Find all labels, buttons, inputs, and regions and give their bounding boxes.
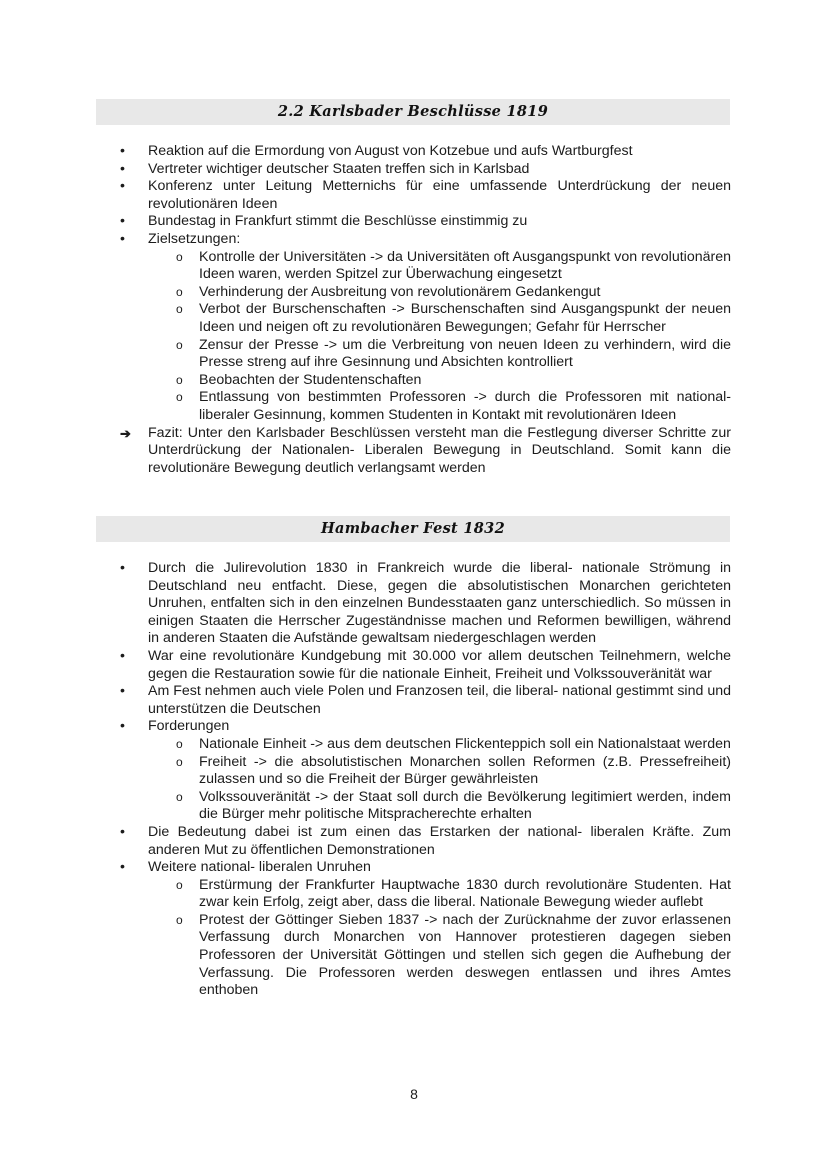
bullet-icon: • [120,683,125,700]
sub-list-item: o Protest der Göttinger Sieben 1837 -> nach der Zurücknahme der zuvor erlassenen Verfassung durch Monarchen von Hannover protestieren dagegen sieben Professoren der Universität Göttingen und stellen sich gegen die Aufhebung der Verfassung. Die Professoren werden deswegen entlassen und ihres Amtes enthoben [176,911,731,999]
list-item: • Zielsetzungen: [120,230,241,247]
list-item: • Durch die Julirevolution 1830 in Frankreich wurde die liberal- nationale Strömung in Deutschland neu entfacht. Diese, gegen die absolutistischen Monarchen gerichteten Unruhen, entfalten sich in den einzelnen Bundesstaaten ganz unterschiedlich. So müssen in einigen Staaten die Herrscher Zugeständnisse machen und Reformen bewilligen, während in anderen Staaten die Aufstände gewaltsam niedergeschlagen werden [120,560,731,647]
list-item: • Am Fest nehmen auch viele Polen und Franzosen teil, die liberal- national gestimmt sind und unterstützen die Deutschen [120,683,731,717]
sub-list-goals [118,249,731,425]
circle-bullet-icon: o [176,754,183,769]
section-body-karlsbad [118,143,731,477]
section-body-hambach [118,560,731,1000]
bullet-icon: • [120,560,125,576]
bullet-icon: • [120,823,125,840]
bullet-icon: • [120,230,125,247]
circle-bullet-icon: o [176,789,183,804]
circle-bullet-icon: o [176,302,183,317]
bullet-icon: • [120,160,125,177]
list-item: • Vertreter wichtiger deutscher Staaten treffen sich in Karlsbad [120,160,530,177]
arrow-right-icon: ➔ [120,425,131,441]
list-item: • Weitere national- liberalen Unruhen [120,859,371,876]
bullet-list [118,560,731,736]
circle-bullet-icon: o [176,284,183,299]
list-item: • Die Bedeutung dabei ist zum einen das Erstarken der national- liberalen Kräfte. Zum anderen Mut zu öffentlichen Demonstrationen [120,823,731,858]
list-item: • Reaktion auf die Ermordung von August von Kotzebue und aufs Wartburgfest [120,143,633,159]
sub-list-item: o Kontrolle der Universitäten -> da Universitäten oft Ausgangspunkt von revolutionären Ideen waren, werden Spitzel zur Überwachung eingesetzt [176,248,731,283]
circle-bullet-icon: o [176,390,183,405]
sub-list-item: o Erstürmung der Frankfurter Hauptwache 1830 durch revolutionäre Studenten. Hat zwar kein Erfolg, zeigt aber, dass die liberal. Nationale Bewegung wieder auflebt [176,876,731,911]
bullet-icon: • [120,143,125,159]
conclusion: ➔ Fazit: Unter den Karlsbader Beschlüssen versteht man die Festlegung diverser Schritte zur Unterdrückung der Nationalen- Liberalen Bewegung in Deutschland. Somit kann die revolutionäre Bewegung deutlich verlangsamt werden [120,424,731,476]
list-item: • Bundestag in Frankfurt stimmt die Beschlüsse einstimmig zu [120,213,528,230]
bullet-icon: • [120,859,125,876]
list-item: • Konferenz unter Leitung Metternichs für eine umfassende Unterdrückung der neuen revolutionären Ideen [120,178,731,212]
bullet-list [118,824,731,877]
bullet-icon: • [120,178,125,195]
sub-list-item: o Verhinderung der Ausbreitung von revolutionärem Gedankengut [176,283,601,300]
sub-list-unrest [118,877,731,1000]
circle-bullet-icon: o [176,877,183,892]
circle-bullet-icon: o [176,736,183,751]
page-number: 8 [410,1086,418,1102]
conclusion-list [118,425,731,478]
list-item: • Forderungen [120,718,230,735]
bullet-icon: • [120,647,125,664]
bullet-icon: • [120,213,125,230]
sub-list-item: o Beobachten der Studentenschaften [176,371,422,388]
sub-list-item: o Freiheit -> die absolutistischen Monarchen sollen Reformen (z.B. Pressefreiheit) zulassen und so die Freiheit der Bürger gewährleisten [176,753,731,788]
section-heading-karlsbad: 2.2 Karlsbader Beschlüsse 1819 [96,99,730,125]
circle-bullet-icon: o [176,249,183,264]
sub-list-item: o Verbot der Burschenschaften -> Burschenschaften sind Ausgangspunkt der neuen Ideen und neigen oft zu revolutionären Bewegungen; Gefahr für Herrscher [176,301,731,335]
sub-list-item: o Zensur der Presse -> um die Verbreitung von neuen Ideen zu verhindern, wird die Presse streng auf ihre Gesinnung und Absichten kontrolliert [176,336,731,371]
circle-bullet-icon: o [176,912,183,927]
sub-list-item: o Nationale Einheit -> aus dem deutschen Flickenteppich soll ein Nationalstaat werden [176,735,731,752]
circle-bullet-icon: o [176,337,183,352]
section-heading-hambach: Hambacher Fest 1832 [96,516,730,542]
sub-list-item: o Volkssouveränität -> der Staat soll durch die Bevölkerung legitimiert werden, indem die Bürger mehr politische Mitspracherechte erhalten [176,788,731,823]
bullet-list [118,143,731,249]
bullet-icon: • [120,718,125,735]
sub-list-item: o Entlassung von bestimmten Professoren -> durch die Professoren mit national- liberaler Gesinnung, kommen Studenten in Kontakt mit revolutionären Ideen [176,389,731,423]
list-item: • War eine revolutionäre Kundgebung mit 30.000 vor allem deutschen Teilnehmern, welche gegen die Restauration sowie für die nationale Einheit, Freiheit und Volkssouveränität war [120,647,731,682]
sub-list-demands [118,736,731,824]
circle-bullet-icon: o [176,372,183,387]
